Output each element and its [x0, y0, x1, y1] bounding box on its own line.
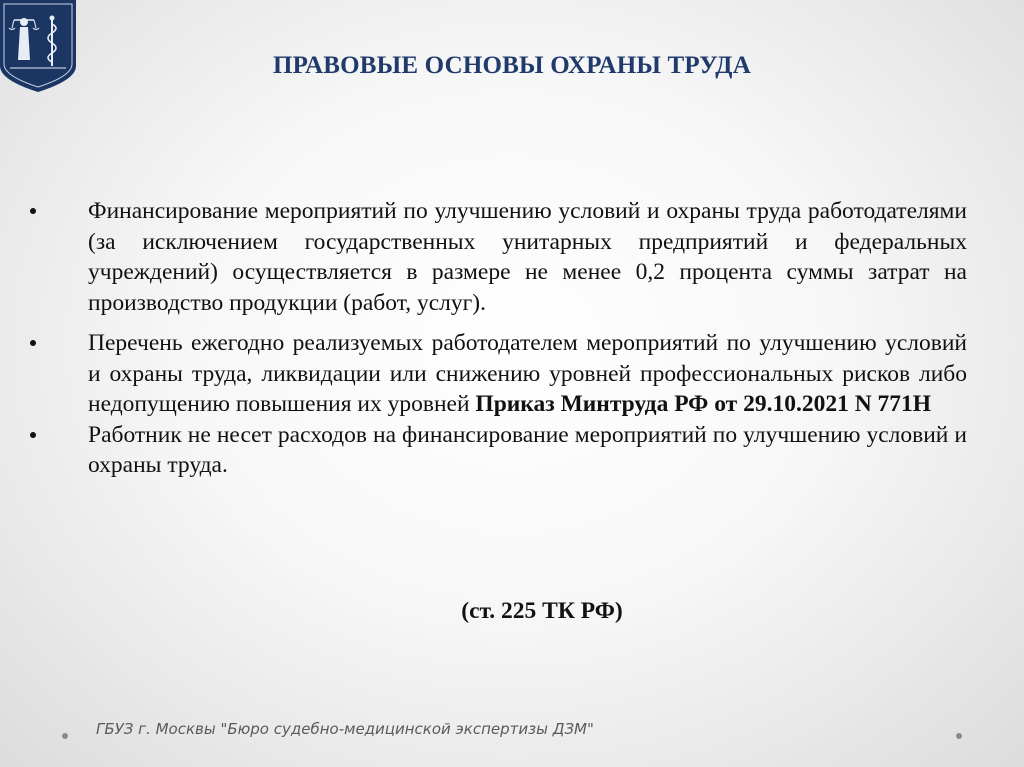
order-reference: Приказ Минтруда РФ от 29.10.2021 N 771Н: [475, 391, 932, 417]
item-text: Финансирование мероприятий по улучшению условий и охраны труда работодателями (за исключением государственных унитарных предприятий и федеральных учреждений) осуществляется в размере не менее 0,2 процента суммы затрат на производство продукции (работ, услуг).: [88, 198, 967, 316]
list-item: [30, 420, 967, 481]
item-text: Работник не несет расходов на финансирование мероприятий по улучшению условий и охраны труда.: [88, 421, 967, 478]
item-text: Перечень ежегодно реализуемых работодателем мероприятий по улучшению условий и охраны труда, ликвидации или снижению уровней профессиональных рисков либо недопущению повышения их уровней: [88, 330, 967, 417]
decorative-dot: [62, 733, 68, 739]
list-item: [30, 196, 967, 318]
law-reference: (ст. 225 ТК РФ): [461, 598, 623, 624]
bullet-icon: [30, 340, 36, 346]
slide-title: ПРАВОВЫЕ ОСНОВЫ ОХРАНЫ ТРУДА: [273, 52, 751, 79]
bullet-icon: [30, 208, 36, 214]
bullet-icon: [30, 432, 36, 438]
footer-text: ГБУЗ г. Москвы "Бюро судебно-медицинской экспертизы ДЗМ": [96, 720, 594, 738]
bullet-list: [30, 196, 967, 481]
list-item: [30, 328, 967, 420]
decorative-dot: [956, 733, 962, 739]
